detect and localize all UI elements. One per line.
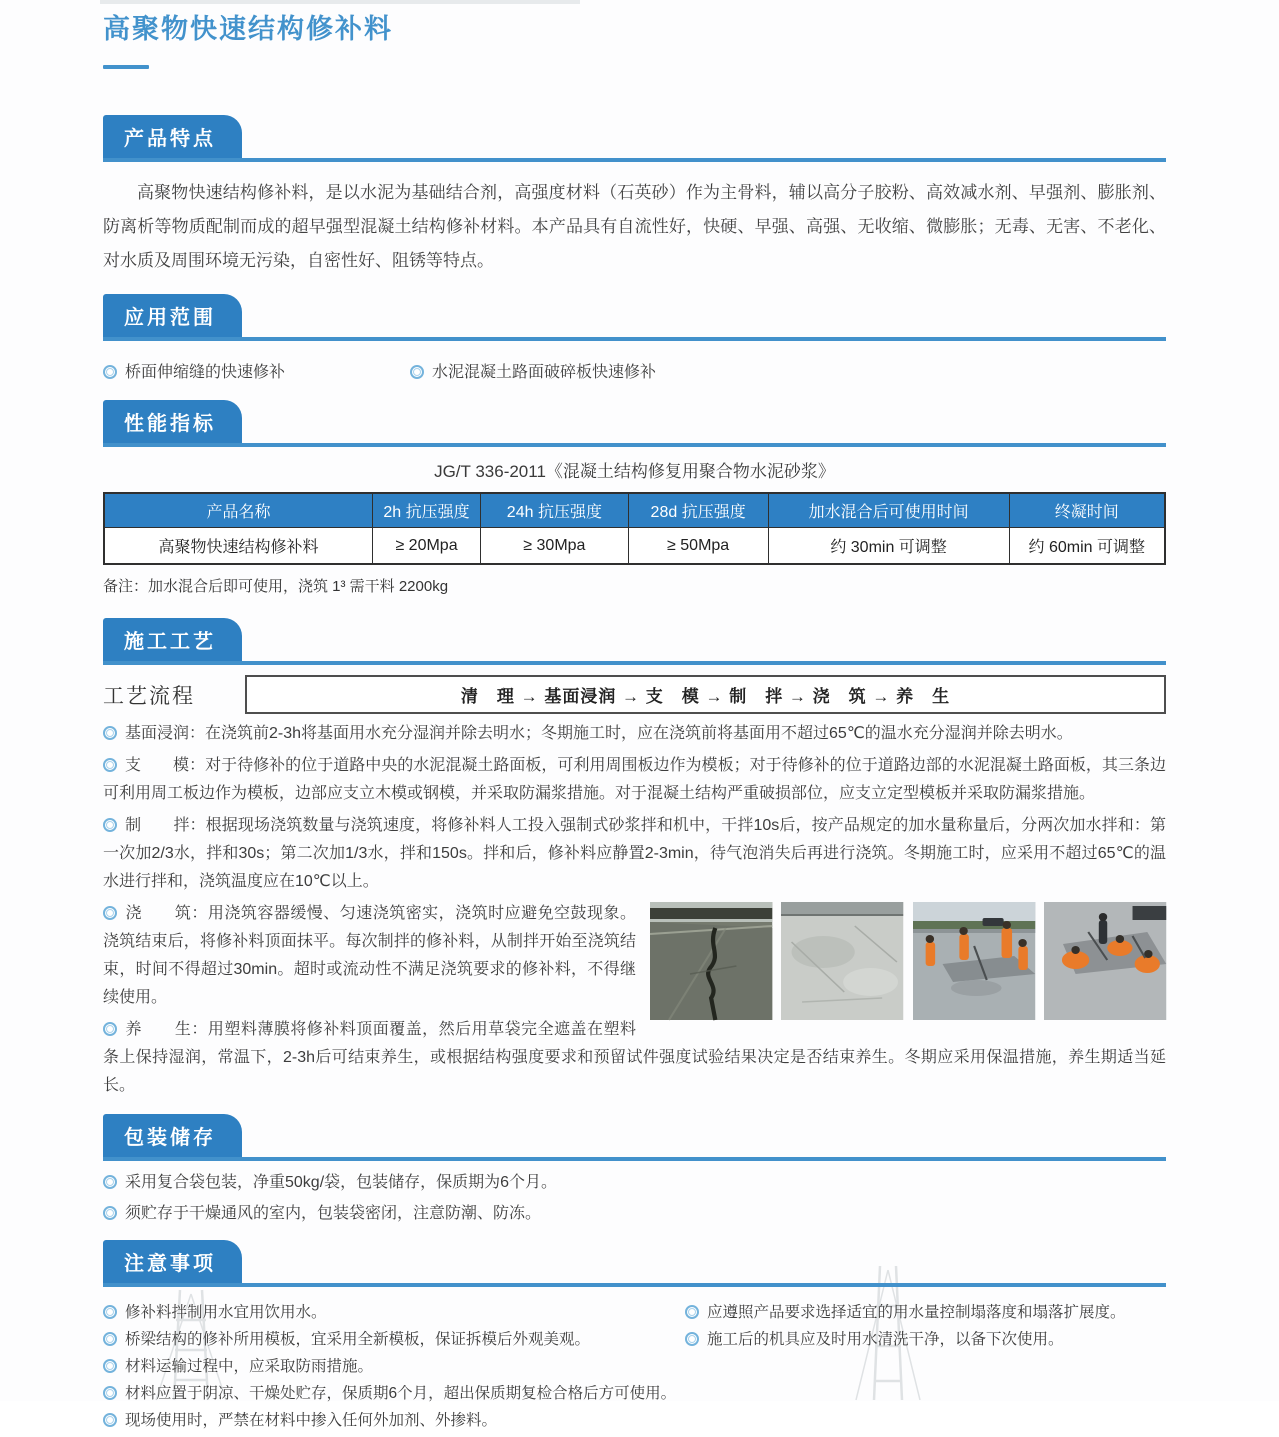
precaution-item-label: 施工后的机具应及时用水清洗干净，以备下次使用。 (707, 1331, 1064, 1348)
precaution-item (103, 1410, 685, 1432)
precaution-item-label: 材料应置于阴凉、干燥处贮存，保质期6个月，超出保质期复检合格后方可使用。 (125, 1385, 677, 1402)
flow-steps-box: 清 理 → 基面浸润 → 支 模 → 制 拌 → 浇 筑 → 养 生 (245, 675, 1166, 714)
process-step (103, 1016, 1166, 1100)
section-header-precautions (103, 1240, 1166, 1287)
table-header-cell: 28d 抗压强度 (628, 493, 768, 528)
precaution-item (103, 1302, 685, 1324)
section-badge-applications: 应用范围 (103, 294, 242, 337)
precaution-item (685, 1329, 1166, 1351)
site-photo-strip (650, 902, 1166, 1020)
process-step-text: 基面浸润：在浇筑前2-3h将基面用水充分湿润并除去明水；冬期施工时，应在浇筑前将基面用不超过65℃的温水充分湿润并除去明水。 (125, 725, 1073, 742)
section-header-performance (103, 400, 1166, 447)
application-item-label: 桥面伸缩缝的快速修补 (125, 364, 286, 381)
page-title: 高聚物快速结构修补料 (103, 14, 393, 44)
precaution-item-label: 材料运输过程中，应采取防雨措施。 (125, 1358, 374, 1375)
bullet-ring-icon (410, 365, 424, 379)
table-header-cell: 终凝时间 (1009, 493, 1165, 528)
section-badge-performance: 性能指标 (103, 400, 242, 443)
bullet-ring-icon (103, 906, 117, 920)
title-underline (103, 65, 149, 69)
bullet-ring-icon (103, 1175, 117, 1189)
precaution-item-label: 现场使用时，严禁在材料中掺入任何外加剂、外掺料。 (125, 1412, 498, 1429)
precaution-item (103, 1329, 685, 1351)
bullet-ring-icon (103, 1206, 117, 1220)
precaution-columns (103, 1297, 1166, 1437)
precaution-item-label: 应遵照产品要求选择适宜的用水量控制塌落度和塌落扩展度。 (707, 1304, 1126, 1321)
patch-pouring-workers-photo (1044, 902, 1166, 1020)
bullet-ring-icon (685, 1332, 699, 1346)
road-edge-repair-workers-photo (913, 902, 1035, 1020)
precaution-item-label: 修补料拌制用水宜用饮用水。 (125, 1304, 327, 1321)
table-cell-product-name: 高聚物快速结构修补料 (104, 528, 372, 565)
table-cell: ≥ 30Mpa (481, 528, 628, 565)
table-note: 备注：加水混合后即可使用，浇筑 1³ 需干料 2200kg (103, 578, 449, 595)
bullet-ring-icon (103, 818, 117, 832)
bullet-ring-icon (103, 1386, 117, 1400)
process-flow-row (103, 675, 1166, 714)
pavement-crack-photo (650, 902, 772, 1020)
table-header-row (104, 493, 1165, 528)
process-step-text: 养 生：用塑料薄膜将修补料顶面覆盖，然后用草袋完全遮盖在塑料条上保持湿润，常温下，2-3h后可结束养生，或根据结构强度要求和预留试件强度试验结果决定是否结束养生。冬期应采用保温措施，养生期适当延长。 (103, 1021, 1166, 1094)
section-header-process (103, 618, 1166, 665)
process-step (103, 752, 1166, 808)
process-step-text: 支 模：对于待修补的位于道路中央的水泥混凝土路面板，可利用周围板边作为模板；对于待修补的位于道路边部的水泥混凝土路面板，其三条边可利用周工板边作为模板，边部应支立木模或钢模，并采取防漏浆措施。对于混凝土结构严重破损部位，应支立定型模板并采取防漏浆措施。 (103, 757, 1166, 802)
precaution-column-left (103, 1297, 685, 1437)
table-cell: ≥ 50Mpa (628, 528, 768, 565)
bullet-ring-icon (103, 1332, 117, 1346)
bullet-ring-icon (103, 1413, 117, 1427)
section-badge-packaging: 包装储存 (103, 1114, 242, 1157)
process-step (103, 812, 1166, 896)
section-badge-precautions: 注意事项 (103, 1240, 242, 1283)
table-cell: 约 30min 可调整 (768, 528, 1009, 565)
page-top-edge-artifact (100, 0, 580, 4)
packaging-item (103, 1202, 1166, 1226)
table-cell: 约 60min 可调整 (1009, 528, 1165, 565)
section-header-applications (103, 294, 1166, 341)
application-list (103, 359, 1166, 382)
bullet-ring-icon (103, 758, 117, 772)
precaution-column-right (685, 1297, 1166, 1437)
precaution-item-label: 桥梁结构的修补所用模板，宜采用全新模板，保证拆模后外观美观。 (125, 1331, 591, 1348)
bullet-ring-icon (103, 1359, 117, 1373)
table-header-cell: 24h 抗压强度 (481, 493, 628, 528)
process-step (103, 720, 1166, 748)
bullet-ring-icon (103, 726, 117, 740)
table-header-cell: 加水混合后可使用时间 (768, 493, 1009, 528)
table-header-cell: 2h 抗压强度 (372, 493, 480, 528)
packaging-item-label: 采用复合袋包装，净重50kg/袋，包装储存，保质期为6个月。 (125, 1174, 558, 1191)
bullet-ring-icon (103, 365, 117, 379)
packaging-list (103, 1171, 1166, 1226)
application-item (103, 359, 410, 382)
section-header-packaging (103, 1114, 1166, 1161)
packaging-item-label: 须贮存于干燥通风的室内，包装袋密闭，注意防潮、防冻。 (125, 1205, 542, 1222)
flow-label: 工艺流程 (103, 684, 195, 708)
process-steps (103, 720, 1166, 1100)
bullet-ring-icon (685, 1305, 699, 1319)
repaired-concrete-surface-photo (781, 902, 903, 1020)
process-step-text: 浇 筑：用浇筑容器缓慢、匀速浇筑密实，浇筑时应避免空鼓现象。浇筑结束后，将修补料顶面抹平。每次制拌的修补料，从制拌开始至浇筑结束，时间不得超过30min。超时或流动性不满足浇筑要求的修补料，不得继续使用。 (103, 905, 636, 1006)
standard-reference: JG/T 336-2011《混凝土结构修复用聚合物水泥砂浆》 (434, 462, 835, 481)
table-row (104, 528, 1165, 565)
bullet-ring-icon (103, 1022, 117, 1036)
bullet-ring-icon (103, 1305, 117, 1319)
precaution-item (103, 1383, 685, 1405)
precaution-item (103, 1356, 685, 1378)
application-item (410, 359, 656, 382)
table-cell: ≥ 20Mpa (372, 528, 480, 565)
table-header-cell: 产品名称 (104, 493, 372, 528)
section-badge-process: 施工工艺 (103, 618, 242, 661)
packaging-item (103, 1171, 1166, 1195)
application-item-label: 水泥混凝土路面破碎板快速修补 (432, 364, 657, 381)
performance-table (103, 492, 1166, 565)
section-badge-features: 产品特点 (103, 115, 242, 158)
features-paragraph: 高聚物快速结构修补料，是以水泥为基础结合剂，高强度材料（石英砂）作为主骨料，辅以高分子胶粉、高效减水剂、早强剂、膨胀剂、防离析等物质配制而成的超早强型混凝土结构修补材料。本产品具有自流性好，快硬、早强、高强、无收缩、微膨胀；无毒、无害、不老化、对水质及周围环境无污染，自密性好、阻锈等特点。 (103, 183, 1166, 270)
process-step-text: 制 拌：根据现场浇筑数量与浇筑速度，将修补料人工投入强制式砂浆拌和机中，干拌10s后，按产品规定的加水量称量后，分两次加水拌和：第一次加2/3水，拌和30s；第二次加1/3水，拌和150s。拌和后，修补料应静置2-3min，待气泡消失后再进行浇筑。冬期施工时，应采用不超过65℃的温水进行拌和，浇筑温度应在10℃以上。 (103, 817, 1166, 890)
precaution-item (685, 1302, 1166, 1324)
section-header-features (103, 115, 1166, 162)
